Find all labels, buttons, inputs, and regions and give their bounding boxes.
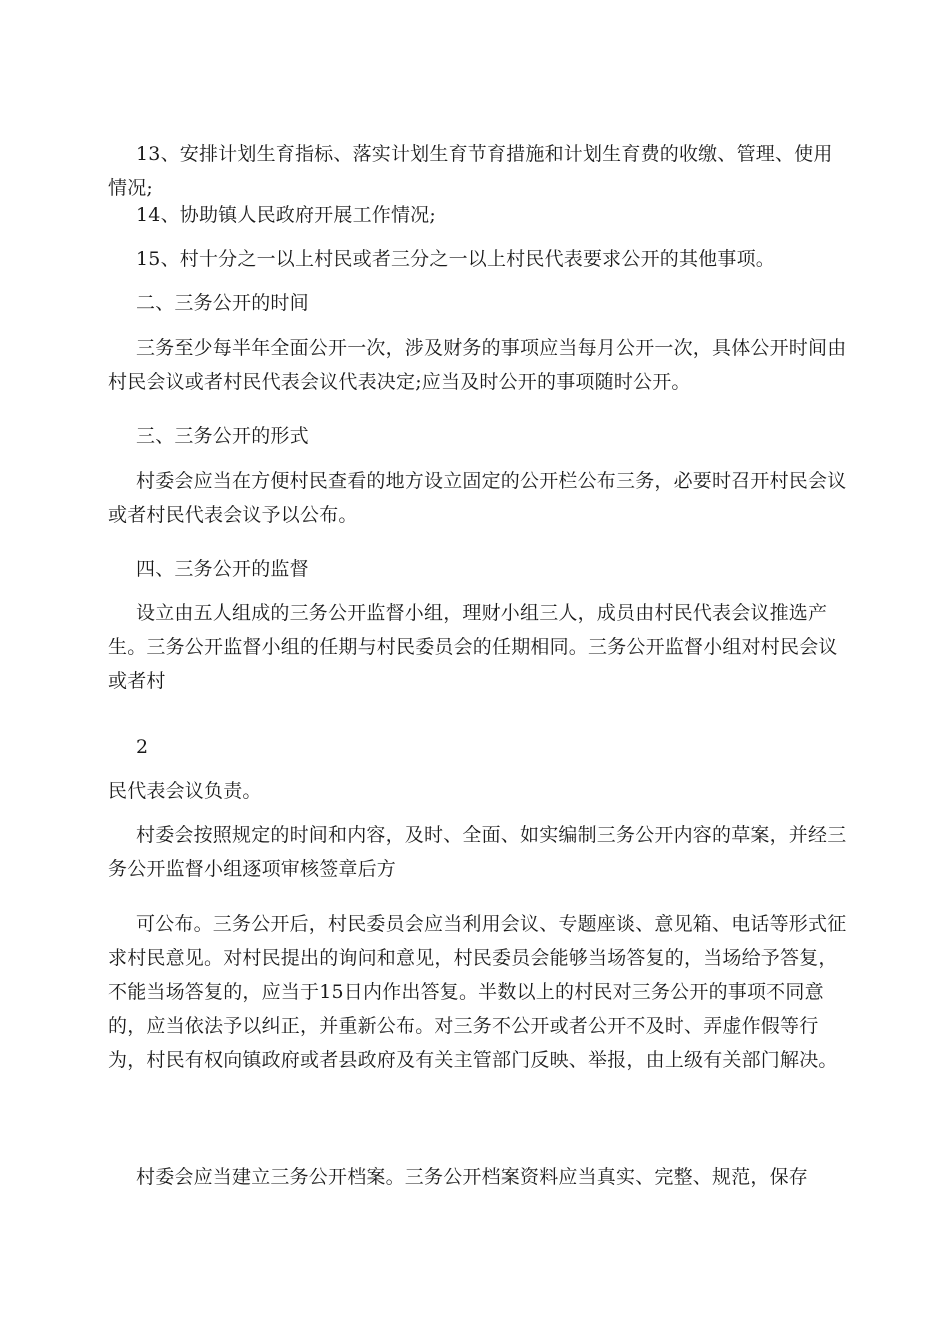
paragraph-archive: 村委会应当建立三务公开档案。三务公开档案资料应当真实、完整、规范，保存 xyxy=(136,1166,809,1188)
paragraph-item-15: 15、村十分之一以上村民或者三分之一以上村民代表要求公开的其他事项。 xyxy=(136,248,775,270)
paragraph-supervision: 设立由五人组成的三务公开监督小组，理财小组三人，成员由村民代表会议推选产生。三务公开监督小组的任期与村民委员会的任期相同。三务公开监督小组对村民会议或者村 xyxy=(108,602,838,692)
section-heading-form: 三、三务公开的形式 xyxy=(136,425,309,447)
paragraph-item-13: 13、安排计划生育指标、落实计划生育节育措施和计划生育费的收缴、管理、使用情况; xyxy=(108,143,833,199)
page-number: 2 xyxy=(136,736,149,758)
paragraph-publish: 可公布。三务公开后，村民委员会应当利用会议、专题座谈、意见箱、电话等形式征求村民意见。对村民提出的询问和意见，村民委员会能够当场答复的，当场给予答复，不能当场答复的，应当于15日内作出答复。半数以上的村民对三务公开的事项不同意的，应当依法予以纠正，并重新公布。对三务不公开或者公开不及时、弄虚作假等行为，村民有权向镇政府或者县政府及有关主管部门反映、举报，由上级有关部门解决。 xyxy=(108,913,847,1071)
paragraph-draft: 村委会按照规定的时间和内容，及时、全面、如实编制三务公开内容的草案，并经三务公开监督小组逐项审核签章后方 xyxy=(108,824,847,880)
paragraph-item-14: 14、协助镇人民政府开展工作情况; xyxy=(136,204,436,226)
paragraph-continuation: 民代表会议负责。 xyxy=(108,780,262,802)
section-heading-time: 二、三务公开的时间 xyxy=(136,292,309,314)
paragraph-form: 村委会应当在方便村民查看的地方设立固定的公开栏公布三务，必要时召开村民会议或者村民代表会议予以公布。 xyxy=(108,470,847,526)
paragraph-time: 三务至少每半年全面公开一次，涉及财务的事项应当每月公开一次，具体公开时间由村民会议或者村民代表会议代表决定;应当及时公开的事项随时公开。 xyxy=(108,337,847,393)
section-heading-supervision: 四、三务公开的监督 xyxy=(136,558,309,580)
